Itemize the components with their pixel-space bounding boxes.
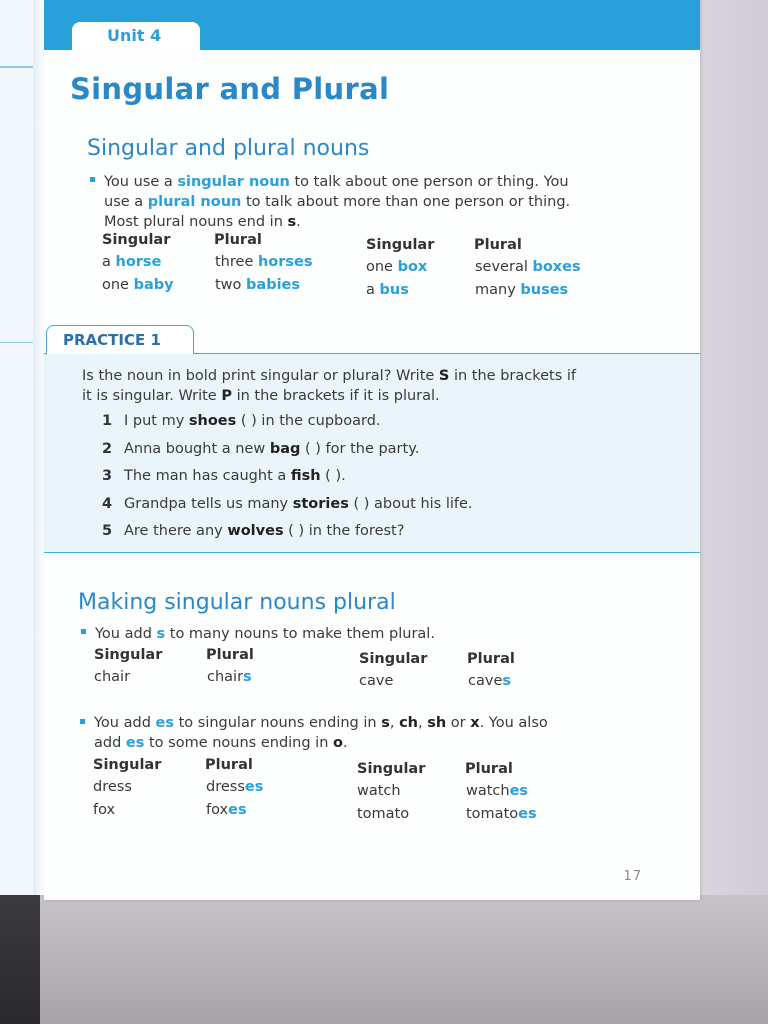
bullet-icon [90,177,95,182]
keyword: horse [115,254,162,270]
item-number: 2 [102,440,113,457]
text-run: add [94,735,126,751]
keyword: plural noun [147,194,242,210]
text-run: ( ) for the party. [300,440,420,457]
page-number: 17 [623,869,642,884]
column-header: Plural [206,647,254,663]
rich-text [94,713,548,753]
keyword: babies [246,277,301,293]
text-run: to talk about one person or thing. You [289,174,569,190]
text-run: to some nouns ending in [144,735,334,751]
table-cell [206,779,263,795]
page-title: Singular and Plural [70,72,390,106]
bold-word: bag [269,440,301,457]
unit-label: Unit 4 [107,26,162,45]
text-run: You add [95,626,157,642]
bold-word: P [221,388,232,404]
text-run: tomato [466,806,519,822]
bold-word: s [287,214,297,230]
bold-word: x [470,715,480,731]
column-header: Singular [357,761,426,777]
book-cover-corner [0,895,40,1024]
item-number: 3 [102,468,113,484]
keyword: horses [257,254,313,270]
text-run: ( ) about his life. [348,495,473,512]
text-run: it is singular. Write [82,388,222,404]
table-cell [102,277,174,293]
column-header: Plural [474,237,522,253]
table-cell [215,254,313,270]
practice-instructions [82,366,576,406]
column-header: Singular [93,757,162,773]
text-run: dress [206,779,245,795]
text-run: a [366,282,380,298]
table-cell [468,673,511,689]
table-cell [366,282,409,298]
text-run: fox [93,802,116,818]
list-item [102,494,473,514]
bold-word: shoes [188,413,237,429]
keyword: es [509,783,529,799]
keyword: es [125,735,145,751]
column-header: Singular [102,232,171,248]
keyword: es [228,802,247,818]
keyword: es [518,806,537,822]
list-item [102,466,346,486]
practice-label: PRACTICE 1 [63,331,161,349]
column-header: Singular [359,651,428,667]
bullet-icon [80,719,85,724]
keyword: es [155,715,174,731]
text-run: fox [206,802,229,818]
item-number: 1 [102,413,113,429]
rich-text [95,624,435,644]
table-cell [475,259,581,275]
text-run: many [475,282,521,298]
text-run: a [102,254,116,270]
text-run: several [475,259,533,275]
text-run: tomato [357,806,410,822]
bold-word: sh [427,715,447,731]
text-run: Anna bought a new [124,440,270,457]
text-run: one [102,277,134,293]
text-run: or [446,715,471,731]
table-cell [206,802,247,818]
text-run: cave [359,673,394,689]
table-cell [475,282,568,298]
table-cell [359,673,393,689]
text-run: Most plural nouns end in [104,214,288,230]
text-run: I put my [124,413,189,429]
column-header: Singular [94,647,163,663]
textbook-page [44,0,700,900]
text-run: , [417,715,428,731]
text-run: Grandpa tells us many [124,495,293,512]
column-header: Plural [467,651,515,667]
bold-word: S [438,368,450,384]
text-run: watch [357,783,401,799]
keyword: s [243,669,252,685]
list-item [102,521,404,541]
table-cell [357,783,401,799]
section-heading: Singular and plural nouns [87,136,370,161]
text-run: one [366,259,398,275]
bold-word: s [381,715,390,731]
keyword: buses [520,282,569,298]
table-cell [102,254,161,270]
keyword: boxes [532,259,581,275]
list-item [102,411,381,431]
text-run: chair [207,669,244,685]
text-run: You use a [104,174,178,190]
table-cell [93,802,115,818]
text-run: chair [94,669,131,685]
table-cell [207,669,252,685]
text-run: ( ). [320,468,346,484]
text-run: ( ) in the cupboard. [236,413,381,429]
text-run: to singular nouns ending in [173,715,382,731]
text-run: to talk about more than one person or thing. [241,194,571,210]
table-cell [94,669,130,685]
table-cell [357,806,409,822]
keyword: singular noun [177,174,290,190]
rich-text [104,172,570,232]
text-run: ( ) in the forest? [283,523,405,539]
text-run: Is the noun in bold print singular or plural? Write [82,368,439,384]
desk-background [700,0,768,1024]
keyword: es [244,779,264,795]
text-run: Are there any [124,523,228,539]
text-run: in the brackets if it is plural. [231,388,440,404]
text-run: . You also [479,715,548,731]
column-header: Singular [366,237,435,253]
keyword: bus [379,282,409,298]
keyword: baby [133,277,174,293]
keyword: box [397,259,428,275]
bullet-icon [81,629,86,634]
table-cell [366,259,427,275]
column-header: Plural [205,757,253,773]
unit-tab [72,22,200,50]
table-cell [215,277,300,293]
text-run: . [342,735,348,751]
text-run: . [296,214,301,230]
keyword: s [156,626,166,642]
divider [44,552,700,553]
table-cell [466,783,528,799]
bold-word: stories [292,495,349,512]
text-run: cave [468,673,503,689]
bold-word: ch [399,715,418,731]
text-run: , [389,715,400,731]
bold-word: o [333,735,343,751]
text-run: The man has caught a [124,468,291,484]
keyword: s [502,673,512,689]
table-cell [93,779,132,795]
column-header: Plural [214,232,262,248]
desk-background [0,895,768,1024]
text-run: three [215,254,258,270]
text-run: You add [94,715,156,731]
column-header: Plural [465,761,513,777]
bold-word: fish [290,468,321,484]
text-run: use a [104,194,148,210]
table-cell [466,806,537,822]
text-run: in the brackets if [449,368,577,384]
text-run: to many nouns to make them plural. [165,626,435,642]
text-run: two [215,277,247,293]
text-run: watch [466,783,510,799]
item-number: 4 [102,495,113,512]
bold-word: wolves [227,523,284,539]
list-item [102,439,419,459]
section-heading: Making singular nouns plural [78,590,396,615]
text-run: dress [93,779,132,795]
item-number: 5 [102,523,113,539]
practice-tab [46,325,194,354]
